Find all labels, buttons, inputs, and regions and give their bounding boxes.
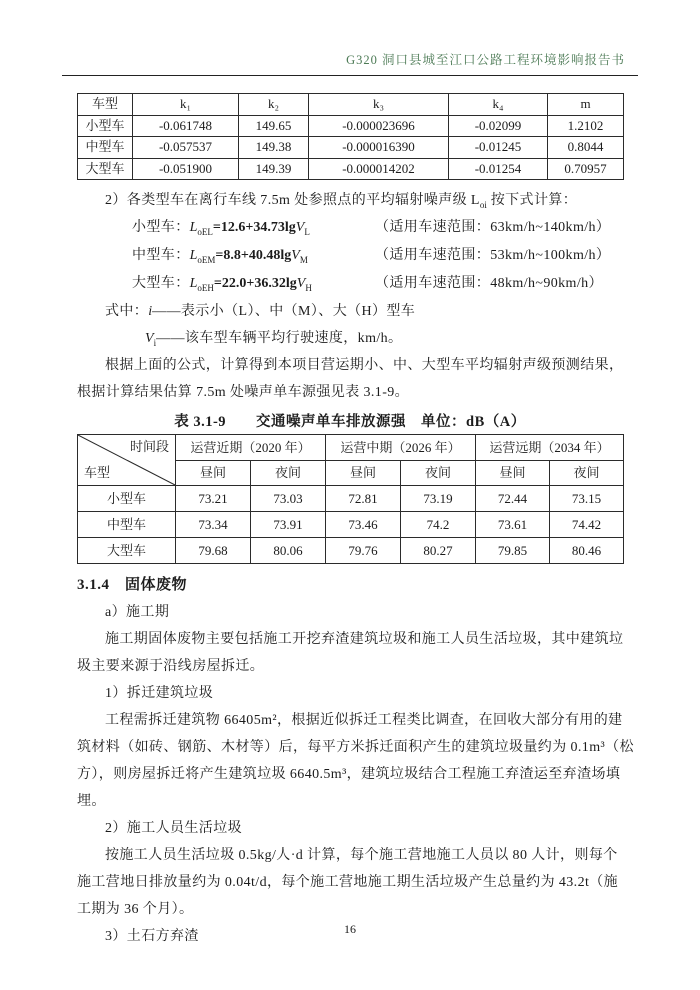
cell: -0.051900 xyxy=(133,158,239,180)
col-header: m xyxy=(548,94,624,116)
cell: 0.8044 xyxy=(548,137,624,159)
corner-label-vehicle: 车型 xyxy=(84,465,111,480)
noise-intro xyxy=(77,188,623,214)
cell: 79.68 xyxy=(176,538,251,564)
cell: 73.91 xyxy=(251,512,326,538)
paragraph-line: 工期为 36 个月）。 xyxy=(77,902,194,917)
cell: 73.03 xyxy=(251,486,326,512)
speed-range: （适用车速范围：53km/h~100km/h） xyxy=(375,248,611,263)
cell: -0.000023696 xyxy=(309,115,449,137)
cell: 73.61 xyxy=(476,512,550,538)
formula-medium-car xyxy=(77,242,623,270)
paragraph-line: 施工期固体废物主要包括施工开挖弃渣建筑垃圾和施工人员生活垃圾，其中建筑垃 xyxy=(105,632,624,647)
night-header: 夜间 xyxy=(550,461,624,486)
period-header: 运营近期（2020 年） xyxy=(176,435,326,461)
cell: 74.2 xyxy=(401,512,476,538)
list-item: 3）土石方弃渣 xyxy=(105,929,199,944)
formula: 大型车：$L_{oEH}=22.0+36.32\lg V_H$ xyxy=(132,276,312,293)
speed-range: （适用车速范围：63km/h~140km/h） xyxy=(375,220,611,235)
period-header: 运营远期（2034 年） xyxy=(476,435,624,461)
header-rule xyxy=(62,75,638,76)
paragraph-line: 根据上面的公式，计算得到本项目营运期小、中、大型车平均辐射声级预测结果， xyxy=(105,358,624,373)
cell: 小型车 xyxy=(78,115,133,137)
col-header: k₃ xyxy=(309,94,449,116)
cell: 小型车 xyxy=(78,486,176,512)
cell: -0.01245 xyxy=(449,137,548,159)
day-header: 昼间 xyxy=(326,461,401,486)
cell: 73.15 xyxy=(550,486,624,512)
formula: 中型车：$L_{oEM}=8.8+40.48\lg V_M$ xyxy=(132,248,308,265)
paragraph-line: 方），则房屋拆迁将产生建筑垃圾 6640.5m³，建筑垃圾结合工程施工弃渣运至弃渣场填 xyxy=(77,767,621,782)
cell: 74.42 xyxy=(550,512,624,538)
table-row xyxy=(78,486,624,512)
running-head xyxy=(0,0,700,68)
intro-subscript: oi xyxy=(479,199,487,210)
table-header-row xyxy=(78,94,624,116)
cell: 1.2102 xyxy=(548,115,624,137)
day-header: 昼间 xyxy=(176,461,251,486)
cell: 73.34 xyxy=(176,512,251,538)
paragraph-line: 圾主要来源于沿线房屋拆迁。 xyxy=(77,659,265,674)
table-row xyxy=(78,115,624,137)
formula: 小型车：$L_{oEL}=12.6+34.73\lg V_L$ xyxy=(132,220,310,237)
cell: 0.70957 xyxy=(548,158,624,180)
page-number: 16 xyxy=(344,922,356,936)
solid-waste-section xyxy=(77,571,634,950)
paragraph-line: 埋。 xyxy=(77,794,106,809)
cell: 中型车 xyxy=(78,512,176,538)
paragraph-line: 工程需拆迁建筑物 66405m²，根据近似拆迁工程类比调查，在回收大部分有用的建 xyxy=(105,713,623,728)
period-header: 运营中期（2026 年） xyxy=(326,435,476,461)
col-header: 车型 xyxy=(78,94,133,116)
col-header: k₂ xyxy=(239,94,309,116)
corner-label-period: 时间段 xyxy=(129,439,169,454)
col-header: k₄ xyxy=(449,94,548,116)
table-row xyxy=(78,512,624,538)
paragraph-line: 筑材料（如砖、钢筋、木材等）后，每平方米拆迁面积产生的建筑垃圾量约为 0.1m³（松 xyxy=(77,740,634,755)
list-item: 1）拆迁建筑垃圾 xyxy=(105,686,214,701)
cell: -0.02099 xyxy=(449,115,548,137)
cell: 72.44 xyxy=(476,486,550,512)
cell: 72.81 xyxy=(326,486,401,512)
speed-range: （适用车速范围：48km/h~90km/h） xyxy=(375,276,603,291)
table-title: 表 3.1-9 交通噪声单车排放源强 单位：dB（A） xyxy=(174,414,526,430)
cell: 大型车 xyxy=(78,158,133,180)
day-header: 昼间 xyxy=(476,461,550,486)
coefficient-table xyxy=(77,93,624,180)
table-row xyxy=(78,158,624,180)
night-header: 夜间 xyxy=(251,461,326,486)
cell: 中型车 xyxy=(78,137,133,159)
list-item: 2）施工人员生活垃圾 xyxy=(105,821,242,836)
night-header: 夜间 xyxy=(401,461,476,486)
cell: 149.39 xyxy=(239,158,309,180)
cell: 80.27 xyxy=(401,538,476,564)
intro-text: 按下式计算： xyxy=(486,193,578,208)
cell: -0.000014202 xyxy=(309,158,449,180)
cell: -0.057537 xyxy=(133,137,239,159)
section-heading: 3.1.4 固体废物 xyxy=(77,577,188,593)
cell: 73.46 xyxy=(326,512,401,538)
noise-section xyxy=(77,188,623,406)
formula-large-car xyxy=(77,270,623,298)
cell: 80.06 xyxy=(251,538,326,564)
noise-source-table xyxy=(77,434,624,564)
paragraph-line: 按施工人员生活垃圾 0.5kg/人·d 计算，每个施工营地施工人员以 80 人计，则每个 xyxy=(105,848,618,863)
intro-text: 2）各类型车在离行车线 7.5m 处参照点的平均辐射噪声级 L xyxy=(105,193,480,208)
cell: 79.85 xyxy=(476,538,550,564)
table-row xyxy=(78,137,624,159)
table-row xyxy=(78,538,624,564)
paragraph-line: 根据计算结果估算 7.5m 处噪声单车源强见表 3.1-9。 xyxy=(77,385,410,400)
cell: 73.19 xyxy=(401,486,476,512)
cell: 73.21 xyxy=(176,486,251,512)
cell: 149.65 xyxy=(239,115,309,137)
cell: -0.061748 xyxy=(133,115,239,137)
cell: 149.38 xyxy=(239,137,309,159)
cell: -0.01254 xyxy=(449,158,548,180)
cell: -0.000016390 xyxy=(309,137,449,159)
cell: 大型车 xyxy=(78,538,176,564)
subsection-label: a）施工期 xyxy=(105,605,170,620)
paragraph-line: 施工营地日排放量约为 0.04t/d，每个施工营地施工期生活垃圾产生总量约为 43.2t（施 xyxy=(77,875,619,890)
where-clause-2: $V_i——$该车型车辆平均行驶速度，km/h。 xyxy=(145,331,403,348)
col-header: k₁ xyxy=(133,94,239,116)
cell: 80.46 xyxy=(550,538,624,564)
formula-small-car xyxy=(77,214,623,242)
corner-cell xyxy=(78,435,176,486)
report-title: G320 洞口县城至江口公路工程环境影响报告书 xyxy=(346,53,625,67)
table-header-row xyxy=(78,435,624,461)
where-clause-1: 式中：i——表示小（L）、中（M）、大（H）型车 xyxy=(105,304,416,319)
cell: 79.76 xyxy=(326,538,401,564)
